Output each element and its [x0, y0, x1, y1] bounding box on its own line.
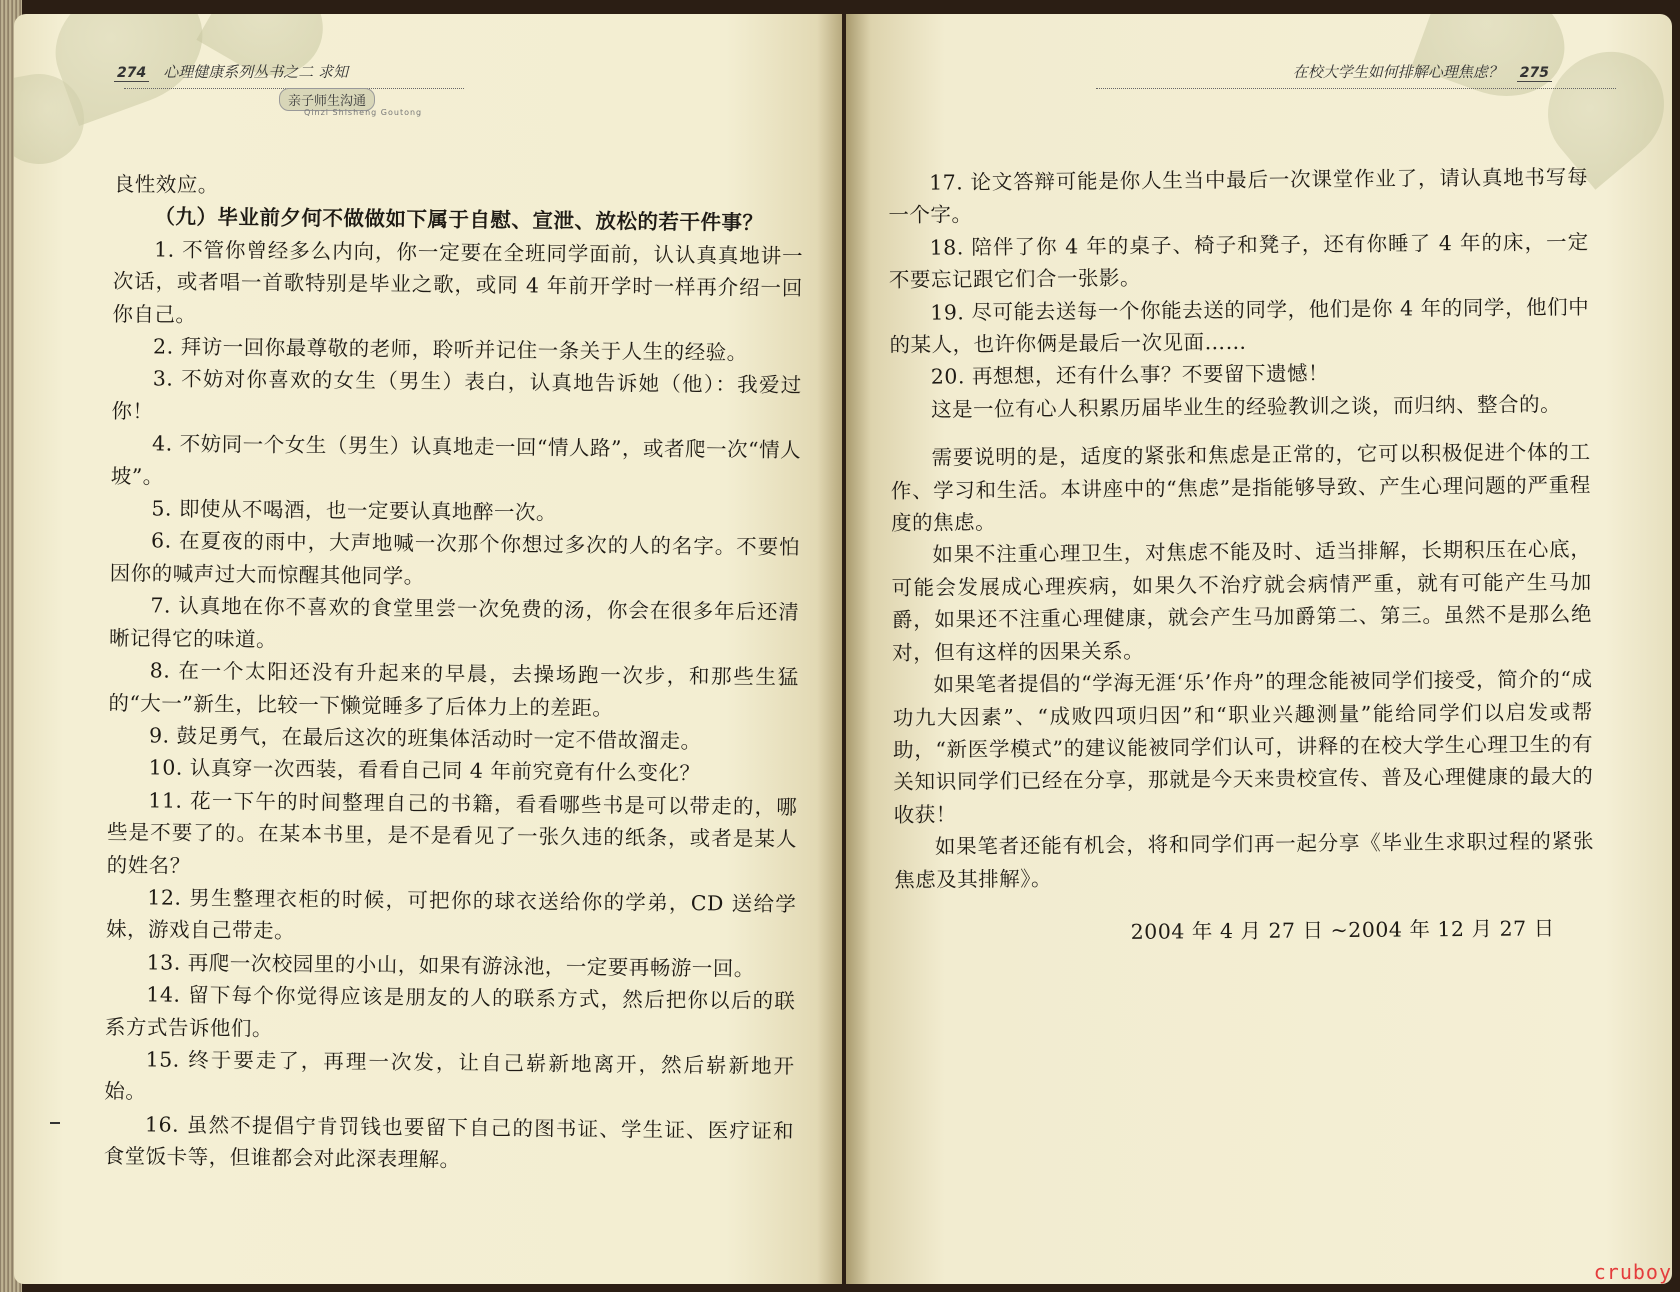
paragraph: 15. 终于要走了，再理一次发，让自己崭新地离开，然后崭新地开始。: [104, 1047, 795, 1104]
paragraph: 19. 尽可能去送每一个你能去送的同学，他们是你 4 年的同学，他们中的某人，也许你俩是最后一次见面……: [889, 294, 1590, 358]
paragraph: 10. 认真穿一次西装，看看自己同 4 年前究竟有什么变化？: [148, 755, 701, 786]
paragraph: 1. 不管你曾经多么内向，你一定要在全班同学面前，认认真真地讲一次话，或者唱一首歌特别是毕业之歌，或同 4 年前开学时一样再介绍一回你自己。: [112, 237, 804, 327]
running-header: [114, 52, 348, 82]
paragraph: 这是一位有心人积累历届毕业生的经验教训之谈，而归纳、整合的。: [931, 391, 1562, 422]
left-page-body: [103, 168, 803, 1180]
date-line: 2004 年 4 月 27 日 ~2004 年 12 月 27 日: [1130, 916, 1555, 944]
paragraph: 16. 虽然不提倡宁肯罚钱也要留下自己的图书证、学生证、医疗证和食堂饭卡等，但谁都会对此深表理解。: [103, 1112, 795, 1172]
paragraph: 如果笔者还能有机会，将和同学们再一起分享《毕业生求职过程的紧张焦虑及其排解》。: [894, 828, 1595, 892]
paragraph: 13. 再爬一次校园里的小山，如果有游泳池，一定要再畅游一回。: [146, 950, 755, 981]
paragraph: 11. 花一下午的时间整理自己的书籍，看看哪些书是可以带走的，哪些是不要了的。在某本书里，是不是看见了一张久违的纸条，或者是某人的姓名？: [106, 788, 798, 878]
watermark: cruboy: [1593, 1260, 1672, 1284]
page-number: 274: [114, 65, 149, 82]
paragraph: 17. 论文答辩可能是你人生当中最后一次课堂作业了，请认真地书写每一个字。: [888, 164, 1589, 228]
paragraph: 18. 陪伴了你 4 年的桌子、椅子和凳子，还有你睡了 4 年的床，一定不要忘记跟它们合一张影。: [888, 229, 1589, 293]
paragraph: 5. 即使从不喝酒，也一定要认真地醉一次。: [151, 496, 558, 525]
section-banner: 亲子师生沟通: [279, 88, 375, 111]
page-number: 275: [1517, 65, 1552, 82]
left-page: [14, 14, 842, 1284]
section-heading: （九）毕业前夕何不做做如下属于自慰、宣泄、放松的若干件事？: [154, 204, 764, 236]
right-page: [846, 14, 1672, 1284]
margin-mark: [50, 1122, 60, 1124]
section-banner-pinyin: Qinzi Shisheng Goutong: [304, 108, 423, 117]
paragraph: 需要说明的是，适度的紧张和焦虑是正常的，它可以积极促进个体的工作、学习和生活。本讲座中的“焦虑”是指能够导致、产生心理问题的严重程度的焦虑。: [890, 440, 1591, 536]
paragraph: 14. 留下每个你觉得应该是朋友的人的联系方式，然后把你以后的联系方式告诉他们。: [104, 982, 796, 1041]
right-page-body: [888, 161, 1595, 950]
paragraph: 3. 不妨对你喜欢的女生（男生）表白，认真地告诉她（他）：我爱过你！: [111, 366, 802, 424]
running-header: [1293, 52, 1552, 82]
paragraph: 7. 认真地在你不喜欢的食堂里尝一次免费的汤，你会在很多年后还清晰记得它的味道。: [108, 593, 800, 652]
paragraph: 20. 再想想，还有什么事？不要留下遗憾！: [930, 361, 1330, 390]
paragraph: 8. 在一个太阳还没有升起来的早晨，去操场跑一次步，和那些生猛的“大一”新生，比较一下懒觉睡多了后体力上的差距。: [108, 658, 799, 720]
paragraph: 如果笔者提倡的“学海无涯‘乐’作舟”的理念能被同学们接受，简介的“成功九大因素”、“成败四项归因”和“职业兴趣测量”能给同学们以启发或帮助，“新医学模式”的建议能被同学们认可，讲释的在校大学生心理卫生的有关知识同学们已经在分享，那就是今天来贵校宣传、普及心理健康的最大的收获！: [892, 666, 1594, 827]
paragraph: 6. 在夏夜的雨中，大声地喊一次那个你想过多次的人的名字。不要怕因你的喊声过大而惊醒其他同学。: [109, 528, 801, 589]
running-head-title: 心理健康系列丛书之二 求知: [163, 63, 349, 81]
paragraph: 良性效应。: [113, 171, 219, 198]
paragraph: 4. 不妨同一个女生（男生）认真地走一回“情人路”，或者爬一次“情人坡”。: [110, 431, 802, 489]
paragraph: 9. 鼓足勇气，在最后这次的班集体活动时一定不借故溜走。: [148, 723, 702, 754]
running-head-title: 在校大学生如何排解心理焦虑？: [1292, 63, 1503, 81]
paragraph: 如果不注重心理卫生，对焦虑不能及时、适当排解，长期积压在心底，可能会发展成心理疾病，如果久不治疗就会病情严重，就有可能产生马加爵，如果还不注重心理健康，就会产生马加爵第二、第三。虽然不是那么绝对，但有这样的因果关系。: [891, 537, 1593, 665]
paragraph: 12. 男生整理衣柜的时候，可把你的球衣送给你的学弟，CD 送给学妹，游戏自己带走。: [105, 885, 797, 944]
paragraph: 2. 拜访一回你最尊敬的老师，聆听并记住一条关于人生的经验。: [153, 334, 748, 365]
header-rule: [1096, 88, 1616, 90]
